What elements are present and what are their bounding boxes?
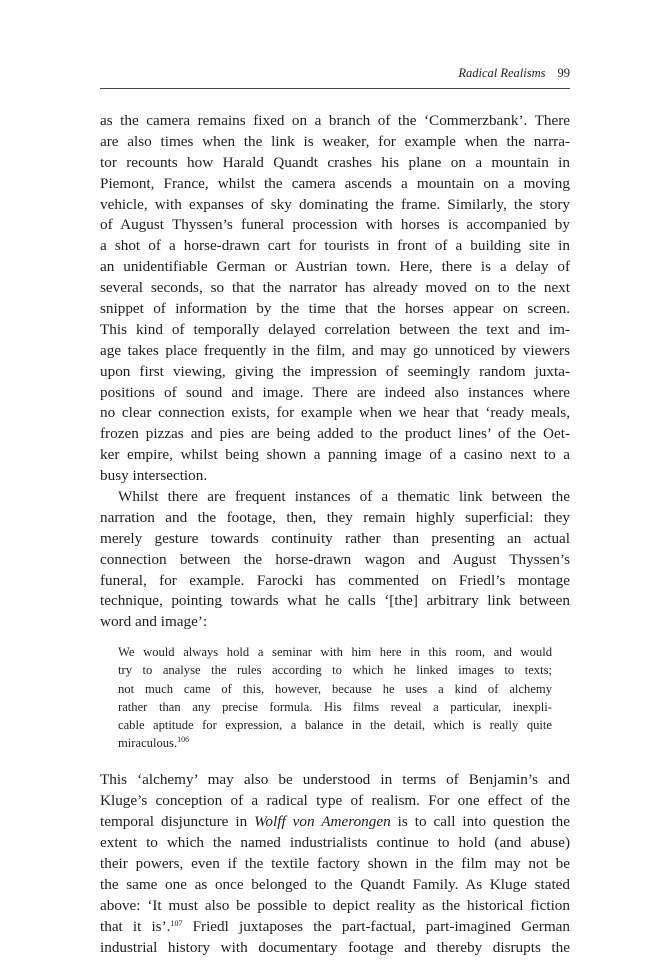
- text-line: [100, 917, 570, 938]
- text-run: is to call into question the: [390, 813, 570, 831]
- quote-last-text: miraculous.: [118, 736, 178, 751]
- text-line: industrial history with documentary footage and thereby disrupts the: [100, 938, 570, 956]
- text-line: the same one as once belonged to the Quandt Family. As Kluge stated: [100, 875, 570, 893]
- text-line: of August Thyssen’s funeral procession with horses is accompanied by: [100, 216, 570, 234]
- quote-line: We would always hold a seminar with him here in this room, and would: [118, 645, 552, 660]
- running-head: [100, 66, 570, 86]
- paragraph-1: [100, 111, 570, 487]
- quote-line: [118, 734, 552, 752]
- text-line: narration and the footage, then, they remain highly superficial: they: [100, 508, 570, 526]
- text-line: Piemont, France, whilst the camera ascends a mountain on a moving: [100, 174, 570, 192]
- quote-line: not much came of this, however, because he uses a kind of alchemy: [118, 681, 552, 696]
- footnote-ref-106[interactable]: 106: [177, 735, 190, 745]
- text-line: merely gesture towards continuity rather than presenting an actual: [100, 529, 570, 547]
- text-line: above: ‘It must also be possible to depict reality as the historical fiction: [100, 896, 570, 914]
- text-line: tor recounts how Harald Quandt crashes his plane on a mountain in: [100, 153, 570, 171]
- page-number: 99: [557, 66, 570, 80]
- text-run: Friedl juxtaposes the part-factual, part-imagined German: [182, 917, 571, 935]
- text-line: busy intersection.: [100, 467, 208, 485]
- text-line: a shot of a horse-drawn cart for tourists in front of a building site in: [100, 237, 570, 255]
- text-line: technique, pointing towards what he calls ‘[the] arbitrary link between: [100, 592, 570, 610]
- text-line: as the camera remains fixed on a branch of the ‘Commerzbank’. There: [100, 112, 570, 129]
- text-line: vehicle, with expanses of sky dominating the frame. Similarly, the story: [100, 195, 570, 213]
- body-text: [100, 111, 570, 958]
- block-quote: [118, 643, 552, 752]
- text-line: no clear connection exists, for example when we hear that ‘ready meals,: [100, 404, 570, 422]
- text-line: Whilst there are frequent instances of a thematic link between the: [118, 488, 570, 506]
- text-line: This kind of temporally delayed correlation between the text and im-: [100, 320, 570, 338]
- paragraph-3: [100, 770, 570, 958]
- text-line: [100, 812, 570, 833]
- quote-line: try to analyse the rules according to which he linked images to texts;: [118, 663, 552, 678]
- text-line: an unidentifiable German or Austrian town. Here, there is a delay of: [100, 258, 570, 276]
- quote-line: cable aptitude for expression, a balance in the detail, which is really quite: [118, 718, 552, 733]
- text-run: that it is’.: [100, 917, 171, 935]
- text-line: frozen pizzas and pies are being added to the product lines’ of the Oet-: [100, 425, 570, 443]
- header-rule: [100, 88, 570, 89]
- text-line: connection between the horse-drawn wagon and August Thyssen’s: [100, 550, 570, 568]
- text-line: extent to which the named industrialists continue to hold (and abuse): [100, 834, 570, 852]
- film-title: Wolff von Amerongen: [254, 813, 391, 831]
- text-line: Kluge’s conception of a radical type of realism. For one effect of the: [100, 792, 570, 810]
- text-line: their powers, even if the textile factory shown in the film may not be: [100, 854, 570, 872]
- quote-line: rather than any precise formula. His films reveal a particular, inexpli-: [118, 699, 552, 714]
- text-line: snippet of information by the time that the horses appear on screen.: [100, 300, 570, 318]
- text-line: several seconds, so that the narrator has already moved on to the next: [100, 279, 570, 297]
- footnote-ref-107[interactable]: 107: [170, 918, 183, 928]
- running-title: Radical Realisms: [458, 66, 546, 80]
- text-line: age takes place frequently in the film, and may go unnoticed by viewers: [100, 341, 570, 359]
- paragraph-2: [100, 487, 570, 633]
- text-line: positions of sound and image. There are indeed also instances where: [100, 383, 570, 401]
- text-line: This ‘alchemy’ may also be understood in terms of Benjamin’s and: [100, 771, 570, 789]
- text-line: upon first viewing, giving the impression of seemingly random juxta-: [100, 362, 570, 380]
- spacer: [100, 762, 570, 770]
- text-run: temporal disjuncture in: [100, 813, 255, 831]
- text-line: are also times when the link is weaker, for example when the narra-: [100, 132, 570, 150]
- text-line: word and image’:: [100, 613, 208, 631]
- text-line: funeral, for example. Farocki has commented on Friedl’s montage: [100, 571, 570, 589]
- text-line: ker empire, whilst being shown a panning image of a casino next to a: [100, 446, 570, 464]
